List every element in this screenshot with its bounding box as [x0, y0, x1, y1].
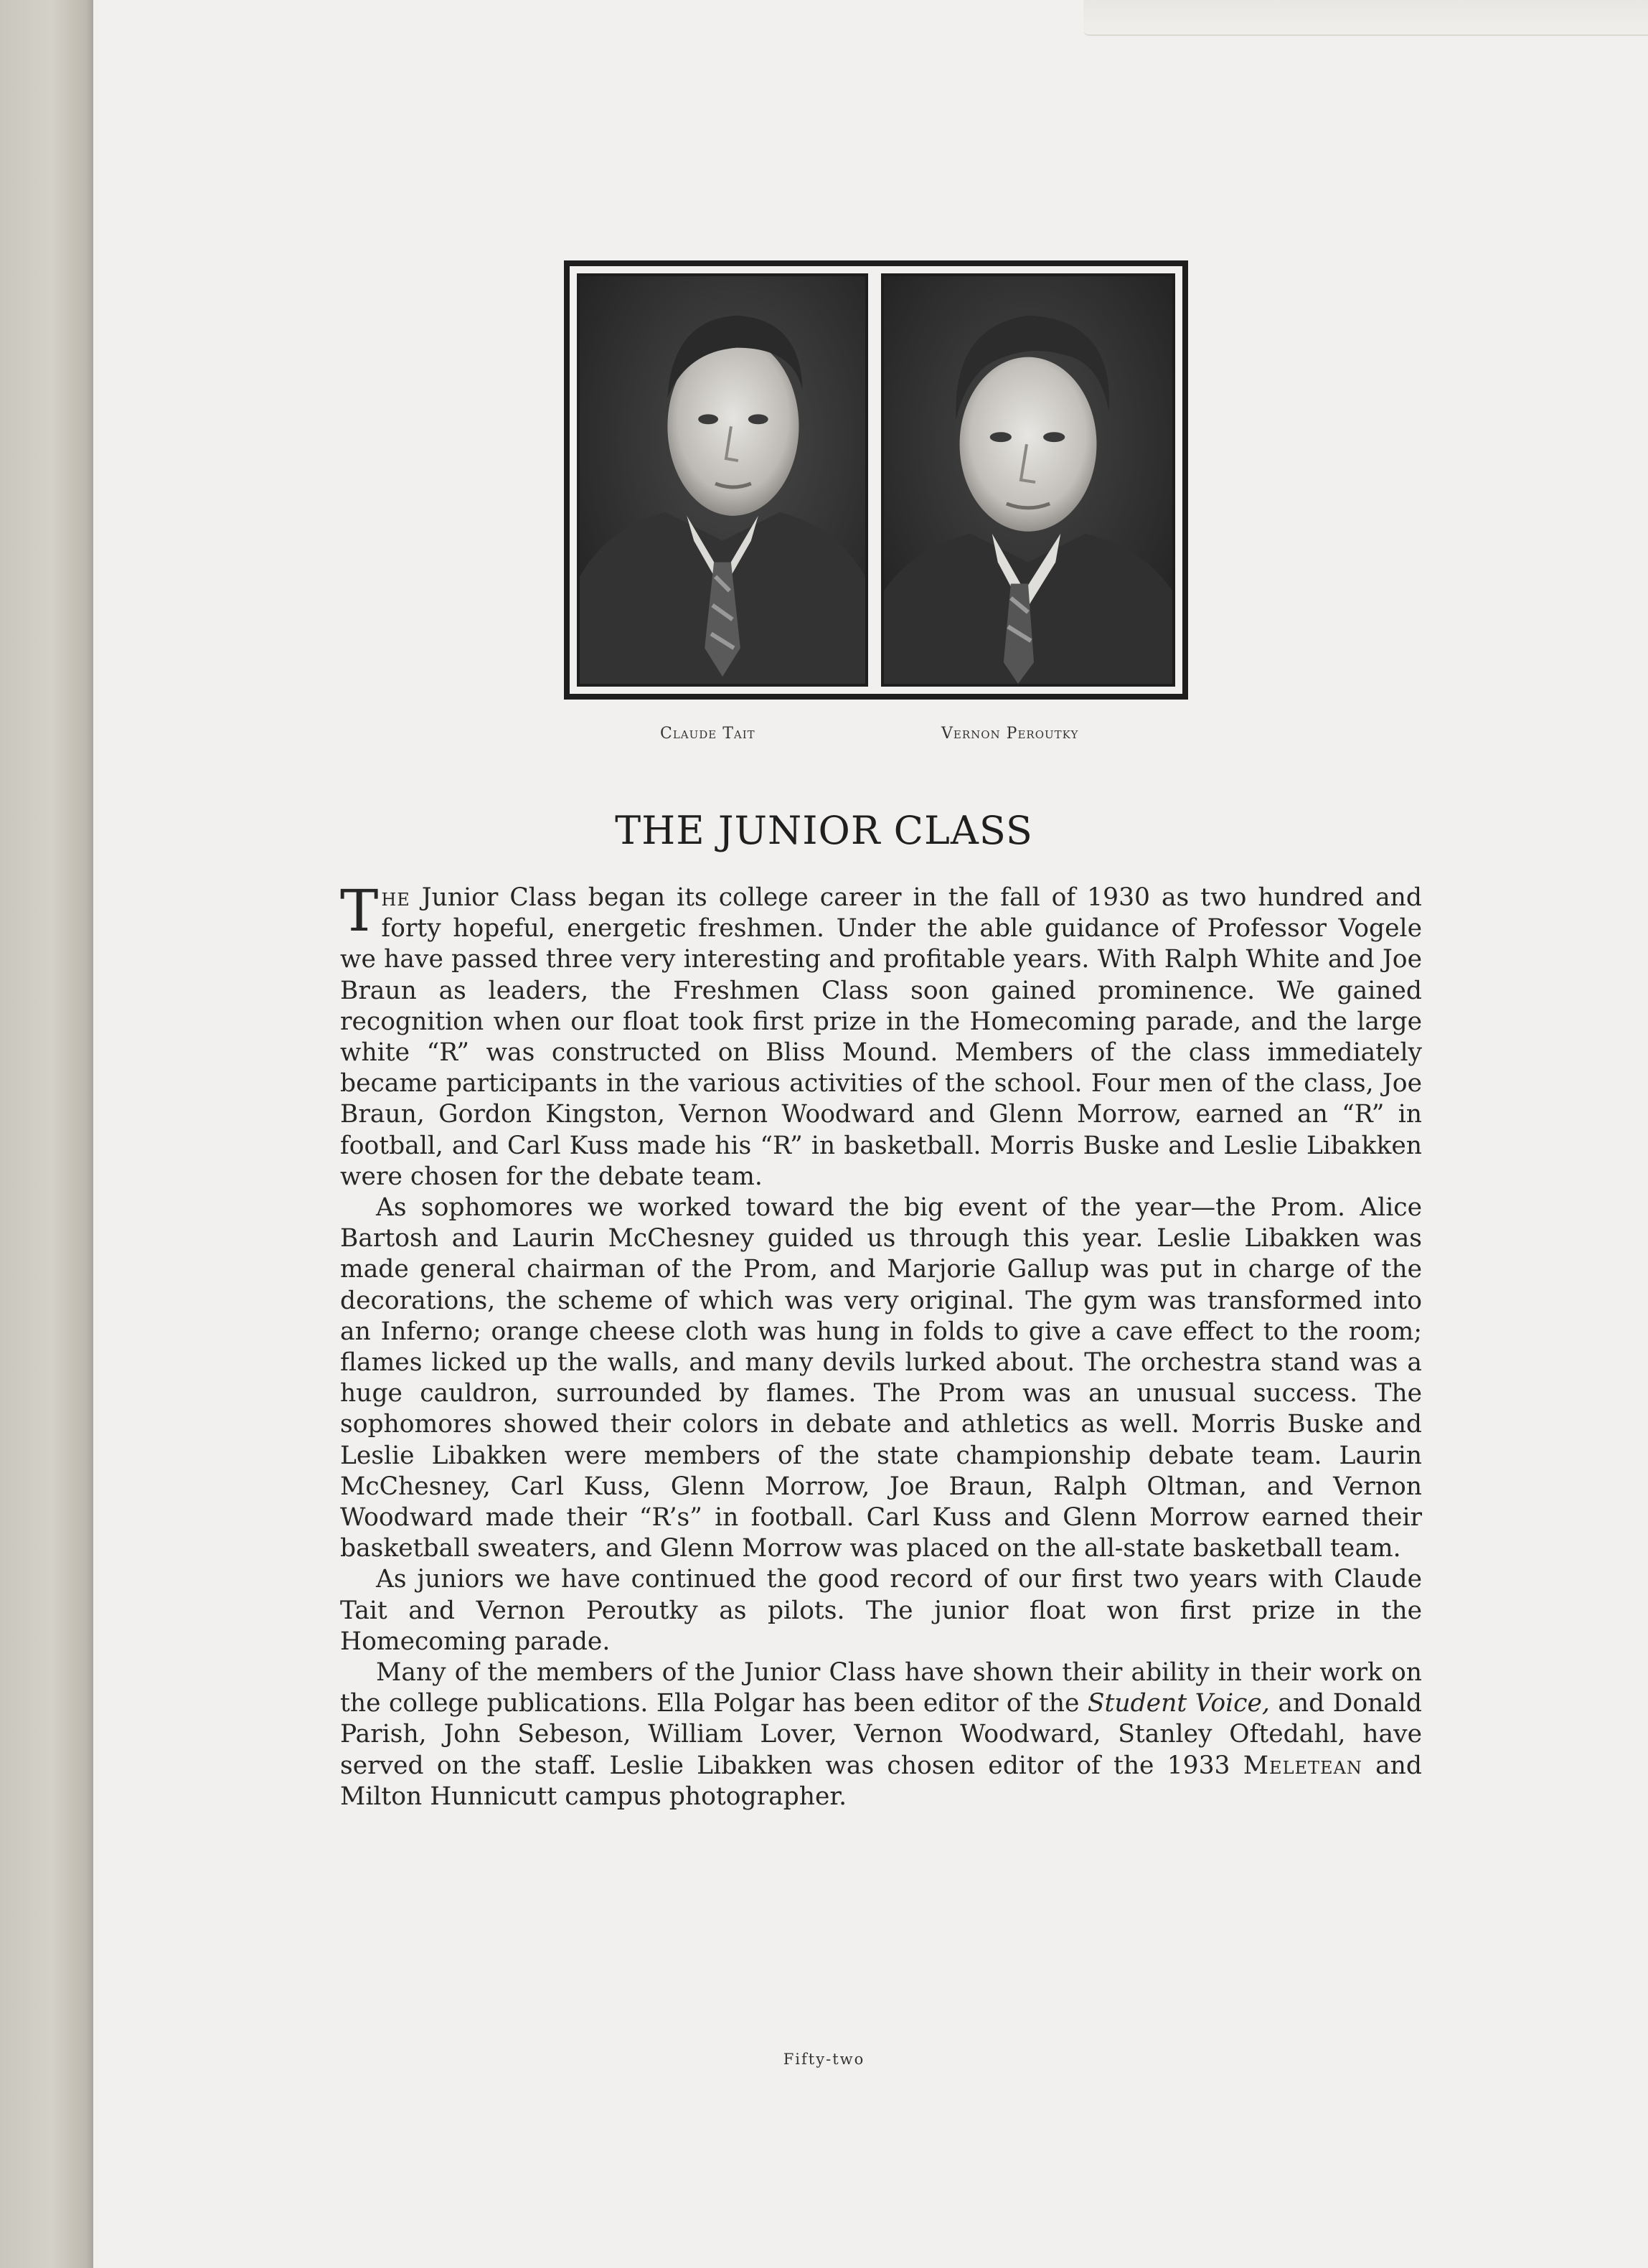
paragraph-1-text: Junior Class began its college career in the fall of 1930 as two hundred and forty hopeful, energetic freshmen. Under the able guidance of Professor Vogele we have passed three very interesting and profitable years. With Ralph White and Joe Braun as leaders, the Freshmen Class soon gained prominence. We gained recognition when our float took first prize in the Homecoming parade, and the large white “R” was constructed on Bliss Mound. Members of the class immediately became participants in the various activities of the school. Four men of the class, Joe Braun, Gordon Kingston, Vernon Woodward and Glenn Morrow, earned an “R” in football, and Carl Kuss made his “R” in basketball. Morris Buske and Leslie Libakken were chosen for the debate team.	[340, 883, 1422, 1191]
paragraph-4-text-a: Many of the members of the Junior Class have shown their ability in their work on the college publications. Ella Polgar has been editor of the	[340, 1658, 1422, 1718]
paragraph-4-text-c: and Milton Hunnicutt campus photographer.	[340, 1751, 1422, 1811]
publication-name-meletean: Meletean	[1243, 1751, 1362, 1780]
paper-tear	[1083, 0, 1648, 36]
portrait-photo-right	[881, 273, 1175, 687]
portrait-right-image	[884, 276, 1172, 684]
paragraph-2: As sophomores we worked toward the big event of the year—the Prom. Alice Bartosh and Laurin McChesney guided us through this year. Leslie Libakken was made general chairman of the Prom, and Marjorie Gallup was put in charge of the decorations, the scheme of which was very original. The gym was transformed into an Inferno; orange cheese cloth was hung in folds to give a cave effect to the room; flames licked up the walls, and many devils lurked about. The orchestra stand was a huge cauldron, surrounded by flames. The Prom was an unusual success. The sophomores showed their colors in debate and athletics as well. Morris Buske and Leslie Libakken were members of the state championship debate team. Laurin McChesney, Carl Kuss, Glenn Morrow, Joe Braun, Ralph Oltman, and Vernon Woodward made their “R’s” in football. Carl Kuss and Glenn Morrow earned their basketball sweaters, and Glenn Morrow was placed on the all-state basketball team.	[340, 1193, 1422, 1563]
paragraph-4	[340, 1657, 1422, 1812]
portrait-block	[564, 260, 1188, 700]
portrait-caption-right: Vernon Peroutky	[941, 725, 1079, 743]
paragraph-1	[340, 877, 1422, 1192]
page-number: Fifty-two	[783, 2051, 865, 2068]
paragraph-3: As juniors we have continued the good record of our first two years with Claude Tait and Vernon Peroutky as pilots. The junior float won first prize in the Homecoming parade.	[340, 1565, 1422, 1656]
publication-name-student-voice: Student Voice,	[1087, 1689, 1270, 1718]
drop-cap: T	[340, 877, 379, 944]
binding-edge	[0, 0, 93, 2268]
paragraph-1-lead: he	[381, 883, 410, 912]
page-title: THE JUNIOR CLASS	[615, 808, 1033, 853]
article-body	[340, 877, 1422, 1812]
portrait-caption-left: Claude Tait	[660, 725, 755, 743]
portrait-left-image	[580, 276, 865, 684]
paragraph-4-text-b: and Donald Parish, John Sebeson, William Lover, Vernon Woodward, Stanley Oftedahl, have served on the staff. Leslie Libakken was chosen editor of the 1933	[340, 1689, 1422, 1780]
portrait-photo-left	[577, 273, 868, 687]
